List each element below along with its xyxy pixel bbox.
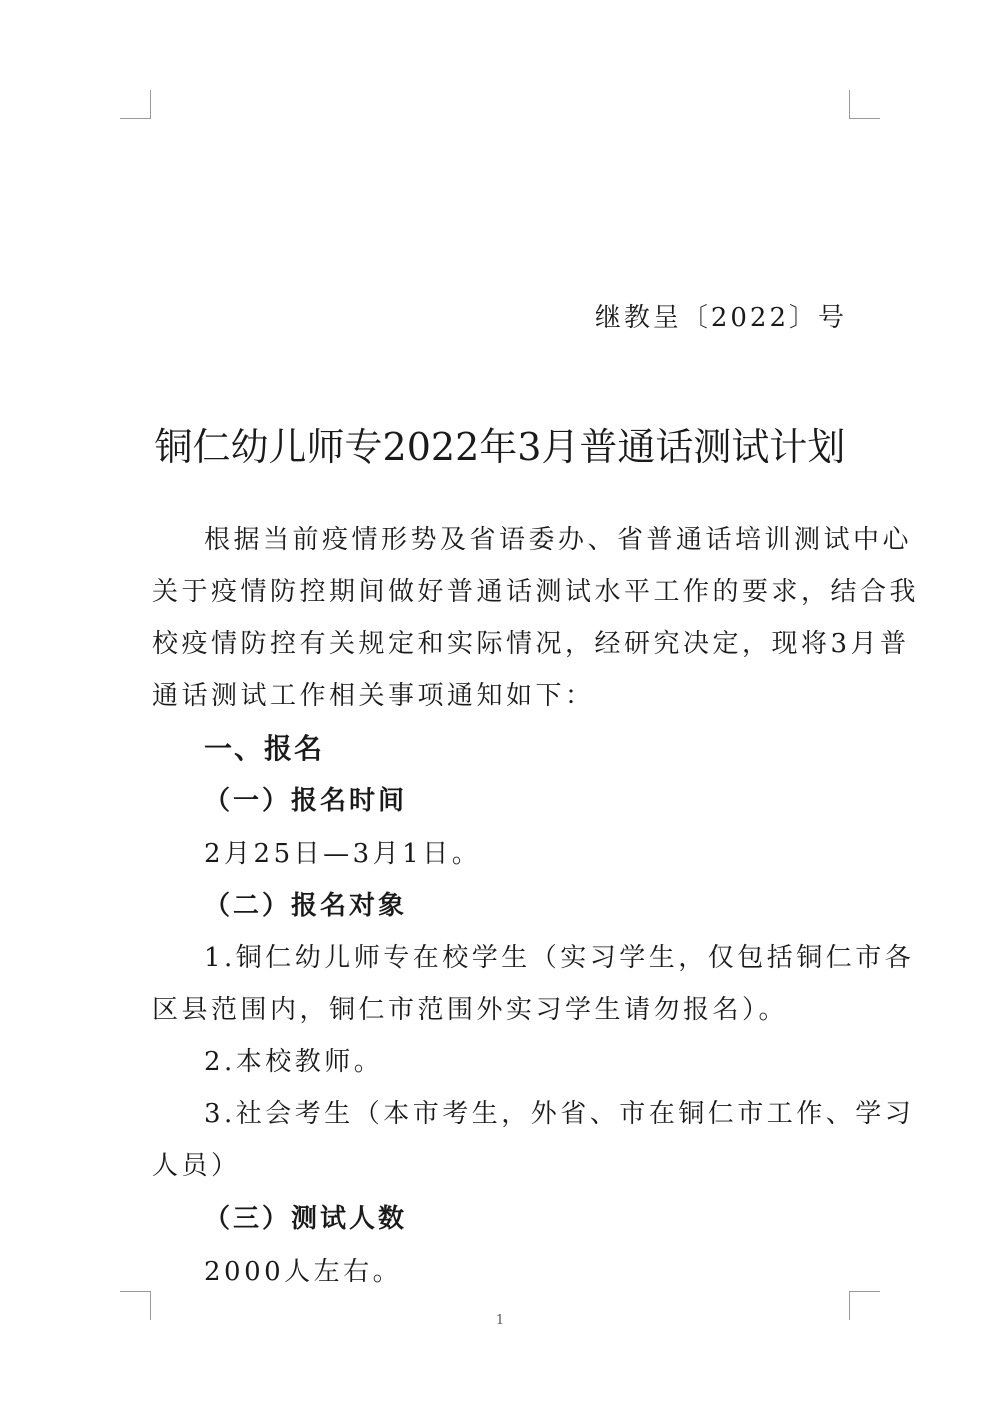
crop-mark-top-right <box>849 90 880 119</box>
target-item-2: 2.本校教师。 <box>204 1047 384 1077</box>
subheading-registration-targets: （二）报名对象 <box>204 891 408 921</box>
intro-line-2: 关于疫情防控期间做好普通话测试水平工作的要求，结合我 <box>152 577 920 607</box>
target-item-3-line-2: 人员） <box>152 1151 241 1181</box>
subheading-registration-time: （一）报名时间 <box>204 786 408 816</box>
document-number: 继教呈〔2022〕号 <box>594 303 847 333</box>
page-number: 1 <box>495 1313 505 1328</box>
section-heading-registration: 一、报名 <box>204 732 325 765</box>
intro-line-4: 通话测试工作相关事项通知如下： <box>152 681 595 711</box>
target-item-3-line-1: 3.社会考生（本市考生，外省、市在铜仁市工作、学习 <box>204 1099 915 1129</box>
target-item-1-line-2: 区县范围内，铜仁市范围外实习学生请勿报名）。 <box>152 995 789 1025</box>
intro-line-1: 根据当前疫情形势及省语委办、省普通话培训测试中心 <box>204 525 913 555</box>
intro-line-3: 校疫情防控有关规定和实际情况，经研究决定，现将3月普 <box>152 629 910 659</box>
registration-time-text: 2月25日—3月1日。 <box>204 839 482 869</box>
crop-mark-top-left <box>120 90 151 119</box>
document-title: 铜仁幼儿师专2022年3月普通话测试计划 <box>154 425 846 469</box>
target-item-1-line-1: 1.铜仁幼儿师专在校学生（实习学生，仅包括铜仁市各 <box>204 943 915 973</box>
test-count-text: 2000人左右。 <box>204 1257 403 1287</box>
subheading-test-count: （三）测试人数 <box>204 1204 408 1234</box>
